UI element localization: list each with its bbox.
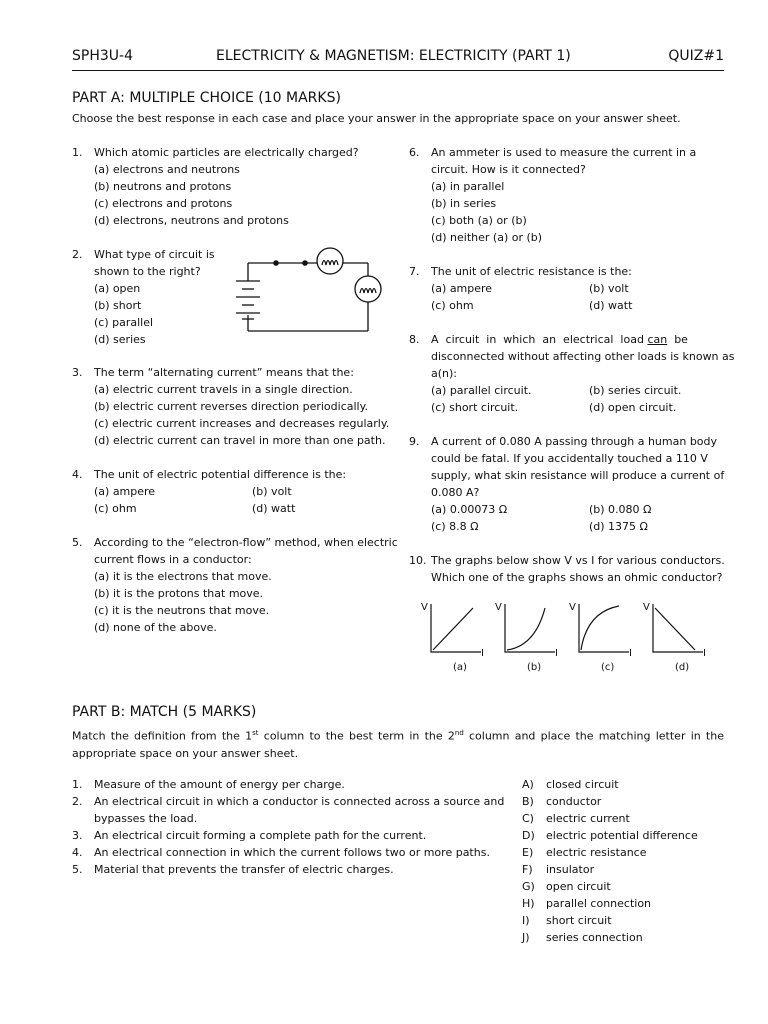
axis-label-v: V: [643, 602, 650, 613]
definition-number: 5.: [72, 863, 83, 876]
option-a: (a) it is the electrons that move.: [94, 570, 272, 583]
option-d: (d) series: [94, 333, 146, 346]
question-text: The unit of electric resistance is the:: [431, 265, 632, 278]
term-letter: B): [522, 795, 534, 808]
question-text-line1: An ammeter is used to measure the current in a: [431, 146, 697, 159]
superscript: nd: [454, 729, 464, 737]
question-text-part: A circuit in which an electrical load: [431, 333, 648, 346]
term-letter: I): [522, 914, 530, 927]
term-letter: J): [522, 931, 530, 944]
question-number: 5.: [72, 536, 83, 549]
question-text: The term “alternating current” means that the:: [94, 366, 354, 379]
question-number: 10.: [409, 554, 427, 567]
circuit-diagram: [232, 246, 387, 342]
option-b: (b) it is the protons that move.: [94, 587, 264, 600]
question-text-line1: A current of 0.080 A passing through a human body: [431, 435, 718, 448]
axis-label-i: I: [555, 648, 558, 659]
question-text-line2: shown to the right?: [94, 265, 201, 278]
definition-text: Material that prevents the transfer of electric charges.: [94, 863, 394, 876]
option-c: (c) 8.8 Ω: [431, 520, 479, 533]
question-3: [72, 364, 392, 449]
question-text-line2: circuit. How is it connected?: [431, 163, 586, 176]
underlined-word: can: [647, 333, 668, 346]
option-a: (a) in parallel: [431, 180, 505, 193]
option-b: (b) series circuit.: [589, 384, 682, 397]
graph-label-a: (a): [453, 662, 467, 673]
question-text-line2: current flows in a conductor:: [94, 553, 252, 566]
definition-text-line1: An electrical circuit in which a conductor is connected across a source and: [94, 795, 505, 808]
question-5: [72, 534, 398, 636]
question-number: 2.: [72, 248, 83, 261]
definition-text: An electrical connection in which the current follows two or more paths.: [94, 846, 490, 859]
option-c: (c) both (a) or (b): [431, 214, 527, 227]
axis-label-i: I: [629, 648, 632, 659]
option-c: (c) electrons and protons: [94, 197, 233, 210]
question-1: [72, 144, 382, 229]
option-d: (d) open circuit.: [589, 401, 677, 414]
option-d: (d) electric current can travel in more than one path.: [94, 434, 386, 447]
option-b: (b) 0.080 Ω: [589, 503, 652, 516]
option-d: (d) 1375 Ω: [589, 520, 648, 533]
question-number: 3.: [72, 366, 83, 379]
course-code: SPH3U-4: [72, 48, 133, 64]
vi-graphs: [415, 596, 720, 676]
graph-label-d: (d): [675, 662, 690, 673]
term-text: electric current: [546, 812, 630, 825]
definition-number: 4.: [72, 846, 83, 859]
question-number: 6.: [409, 146, 420, 159]
axis-label-i: I: [481, 648, 484, 659]
part-b-title: PART B: MATCH (5 MARKS): [72, 704, 257, 720]
option-d: (d) neither (a) or (b): [431, 231, 543, 244]
instr-text: Match the definition from the 1: [72, 729, 253, 743]
option-c: (c) electric current increases and decreases regularly.: [94, 417, 390, 430]
question-text: The unit of electric potential difference is the:: [94, 468, 347, 481]
option-b: (b) volt: [589, 282, 629, 295]
option-d: (d) electrons, neutrons and protons: [94, 214, 289, 227]
option-a: (a) ampere: [94, 485, 156, 498]
option-a: (a) 0.00073 Ω: [431, 503, 508, 516]
term-text: electric potential difference: [546, 829, 698, 842]
definition-number: 1.: [72, 778, 83, 791]
question-text-line2: could be fatal. If you accidentally touched a 110 V: [431, 452, 708, 465]
question-2: [72, 246, 242, 348]
term-text: insulator: [546, 863, 595, 876]
definition-item: [72, 776, 492, 793]
option-a: (a) electric current travels in a single direction.: [94, 383, 353, 396]
option-b: (b) volt: [252, 485, 292, 498]
option-b: (b) electric current reverses direction periodically.: [94, 400, 369, 413]
option-a: (a) parallel circuit.: [431, 384, 532, 397]
part-a-instructions: Choose the best response in each case and place your answer in the appropriate space on your answer sheet.: [72, 112, 681, 125]
part-a-title: PART A: MULTIPLE CHOICE (10 MARKS): [72, 90, 341, 106]
question-text-line2: Which one of the graphs shows an ohmic conductor?: [431, 571, 723, 584]
question-9: [409, 433, 724, 535]
term-letter: G): [522, 880, 535, 893]
option-c: (c) it is the neutrons that move.: [94, 604, 270, 617]
question-number: 7.: [409, 265, 420, 278]
question-7: [409, 263, 724, 314]
question-4: [72, 466, 392, 517]
graph-label-c: (c): [601, 662, 615, 673]
term-letter: D): [522, 829, 535, 842]
question-8: [409, 331, 735, 416]
definition-text: Measure of the amount of energy per charge.: [94, 778, 345, 791]
question-10: [409, 552, 724, 586]
definition-item: [72, 827, 492, 844]
term-text: conductor: [546, 795, 602, 808]
option-a: (a) ampere: [431, 282, 493, 295]
option-d: (d) watt: [589, 299, 633, 312]
page-header: [72, 48, 724, 68]
option-d: (d) watt: [252, 502, 296, 515]
question-text-line3: a(n):: [431, 367, 458, 380]
question-text-line1: [431, 331, 724, 348]
option-b: (b) in series: [431, 197, 497, 210]
option-b: (b) short: [94, 299, 142, 312]
question-text-line1: According to the “electron-flow” method, when electric: [94, 536, 398, 549]
question-text-line2: disconnected without affecting other loads is known as: [431, 350, 735, 363]
question-text-line1: The graphs below show V vs I for various conductors.: [431, 554, 725, 567]
axis-label-v: V: [495, 602, 502, 613]
definition-text-line2: bypasses the load.: [94, 812, 198, 825]
superscript: st: [252, 729, 259, 737]
term-text: parallel connection: [546, 897, 652, 910]
term-text: short circuit: [546, 914, 612, 927]
option-c: (c) short circuit.: [431, 401, 519, 414]
part-b-instructions: [72, 725, 724, 762]
term-letter: H): [522, 897, 535, 910]
axis-label-v: V: [569, 602, 576, 613]
axis-label-i: I: [703, 648, 706, 659]
option-a: (a) electrons and neutrons: [94, 163, 240, 176]
page-title: ELECTRICITY & MAGNETISM: ELECTRICITY (PART 1): [216, 48, 571, 64]
term-letter: C): [522, 812, 534, 825]
option-c: (c) parallel: [94, 316, 154, 329]
graph-label-b: (b): [527, 662, 542, 673]
question-number: 9.: [409, 435, 420, 448]
instr-text: column to the best term in the 2: [258, 729, 455, 743]
term-letter: E): [522, 846, 534, 859]
term-text: closed circuit: [546, 778, 619, 791]
question-text-part: be: [667, 333, 688, 346]
definition-number: 2.: [72, 795, 83, 808]
definition-item: [72, 844, 492, 861]
option-c: (c) ohm: [431, 299, 474, 312]
instr-text: column and place the matching letter in the appropriate space on your answer sheet.: [72, 729, 724, 760]
question-text: Which atomic particles are electrically charged?: [94, 146, 359, 159]
definition-number: 3.: [72, 829, 83, 842]
term-letter: F): [522, 863, 533, 876]
header-rule: [72, 70, 724, 71]
definition-item: [72, 861, 492, 878]
quiz-number: QUIZ#1: [668, 48, 724, 64]
question-text-line4: 0.080 A?: [431, 486, 480, 499]
option-d: (d) none of the above.: [94, 621, 217, 634]
question-number: 1.: [72, 146, 83, 159]
question-text-line1: What type of circuit is: [94, 248, 215, 261]
term-letter: A): [522, 778, 534, 791]
term-text: electric resistance: [546, 846, 647, 859]
question-number: 4.: [72, 468, 83, 481]
term-text: open circuit: [546, 880, 611, 893]
axis-label-v: V: [421, 602, 428, 613]
question-text-line3: supply, what skin resistance will produce a current of: [431, 469, 725, 482]
definition-item: [72, 793, 505, 827]
question-6: [409, 144, 724, 246]
term-text: series connection: [546, 931, 643, 944]
option-a: (a) open: [94, 282, 141, 295]
question-number: 8.: [409, 333, 420, 346]
definition-text: An electrical circuit forming a complete path for the current.: [94, 829, 427, 842]
option-b: (b) neutrons and protons: [94, 180, 232, 193]
option-c: (c) ohm: [94, 502, 137, 515]
